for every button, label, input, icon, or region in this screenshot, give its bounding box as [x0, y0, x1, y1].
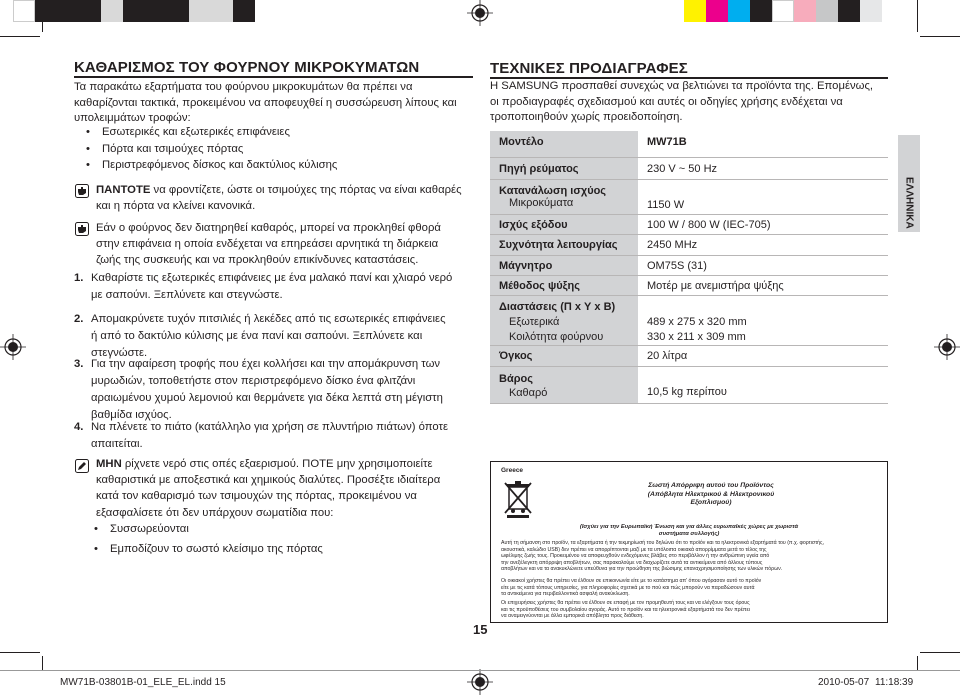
step-number: 2.	[74, 313, 84, 325]
list-item: • Συσσωρεύονται	[82, 519, 323, 539]
spec-sublabel: Μικροκύματα	[509, 196, 574, 209]
recycling-title-line: Εξοπλισμού)	[690, 499, 732, 506]
step-text: Για την αφαίρεση τροφής που έχει κολλήσει και την απομάκρυνση των	[91, 358, 441, 370]
note-text: να φροντίζετε, ώστε οι τσιμούχες της πόρτας να είναι καθαρές	[150, 184, 462, 196]
step-text: Απομακρύνετε τυχόν πιτσιλιές ή λεκέδες από τις εσωτερικές επιφάνειες	[91, 313, 446, 325]
crop-mark	[917, 656, 918, 670]
recycling-text: ακουστικά, καλώδιο USB) δεν πρέπει να απορρίπτονται μαζί με τα υπόλοιπα οικιακά απορρίμματα μετά το τέλος της	[501, 546, 767, 553]
spec-label: Όγκος	[490, 345, 638, 366]
color-swatch	[57, 0, 79, 22]
note-water	[96, 456, 476, 521]
recycling-text: ωφέλιμης ζωής τους. Προκειμένου να αποφευχθούν ενδεχόμενες βλάβες στο περιβάλλον ή την ανθρώπινη υγεία από	[501, 553, 770, 560]
table-row	[490, 179, 888, 214]
registration-mark-icon	[0, 334, 26, 360]
step-2	[74, 311, 474, 362]
crop-mark	[920, 652, 960, 653]
spec-sublabel: Εξωτερικά	[509, 315, 560, 328]
note-always	[96, 183, 476, 214]
spec-value: 1150 W	[638, 179, 888, 214]
specs-heading: ΤΕΧΝΙΚΕΣ ΠΡΟΔΙΑΓΡΑΦΕΣ	[490, 60, 688, 77]
pencil-note-icon	[75, 459, 89, 473]
table-row	[490, 275, 888, 295]
recycling-paragraph	[501, 540, 877, 573]
crop-mark	[0, 652, 40, 653]
color-swatch	[145, 0, 167, 22]
recycling-text: την ανεξέλεγκτη απόρριψη αποβλήτων, σας παρακαλούμε να διαχωρίζετε αυτά τα αντικείμενα από άλλους τύπους	[501, 559, 763, 566]
spec-table	[490, 131, 888, 404]
color-swatch	[123, 0, 145, 22]
note-bold: ΜΗΝ	[96, 458, 122, 470]
step-1	[74, 270, 474, 304]
crop-mark	[920, 36, 960, 37]
spec-value: 10,5 kg περίπου	[638, 366, 888, 403]
spec-label	[490, 295, 638, 345]
note-bold: ΠΑΝΤΟΤΕ	[96, 184, 151, 196]
step-number: 4.	[74, 421, 84, 433]
heading-rule	[74, 76, 473, 78]
right-color-bar	[684, 0, 882, 22]
recycling-text: Οι οικιακοί χρήστες θα πρέπει να έλθουν σε επικοινωνία είτε με το κατάστημα απ' όπου αγόρασαν αυτό το προϊόν	[501, 578, 762, 584]
spec-label-text: Διαστάσεις (Π x Υ x Β)	[499, 300, 616, 313]
step-3	[74, 356, 474, 424]
crop-mark	[917, 0, 918, 32]
recycling-text: Οι επιχειρήσεις χρήστες θα πρέπει να έλθουν σε επαφή με τον προμηθευτή τους και να ελέγξουν τους όρους	[501, 600, 750, 606]
spec-sublabel: Καθαρό	[509, 386, 548, 399]
color-swatch-light	[860, 0, 882, 22]
note-text: στην επιφάνεια η οποία ενδέχεται να επηρεάσει αρνητικά τη διάρκεια	[96, 238, 439, 250]
recycling-text: και τις προϋποθέσεις του συμβολαίου αγοράς. Αυτό το προϊόν και τα ηλεκτρονικά εξαρτήματά του δεν πρέπει	[501, 606, 750, 613]
table-row	[490, 131, 888, 157]
note-text: εξασφαλίσετε ότι δεν υπάρχουν σωματίδια που:	[96, 506, 334, 519]
intro-line: υπολειμμάτων τροφών:	[74, 112, 191, 125]
note-damage	[96, 220, 476, 268]
color-swatch-yellow	[684, 0, 706, 22]
list-item: • Περιστρεφόμενος δίσκος και δακτύλιος κύλισης	[74, 157, 337, 174]
table-row	[490, 295, 888, 345]
color-swatch	[211, 0, 233, 22]
recycling-subtitle	[501, 524, 877, 538]
color-swatch	[167, 0, 189, 22]
recycling-text: να αναμειγνύονται με άλλα εμπορικά απόβλητα προς διάθεση.	[501, 613, 644, 620]
spec-label: Μοντέλο	[490, 131, 638, 157]
recycling-paragraph	[501, 600, 877, 620]
note-text: ζωής της συσκευής και να προκληθούν επικίνδυνες καταστάσεις.	[96, 254, 419, 266]
table-row	[490, 234, 888, 255]
spec-value-text: 330 x 211 x 309 mm	[647, 330, 746, 343]
color-swatch-cyan	[728, 0, 750, 22]
color-swatch	[79, 0, 101, 22]
color-swatch	[189, 0, 211, 22]
spec-value: MW71B	[638, 131, 888, 157]
language-tab-label: ΕΛΛΗΝΙΚΑ	[903, 176, 915, 229]
recycling-text: Αυτή τη σήμανση στο προϊόν, τα εξαρτήματα ή την τεκμηρίωσή του δηλώνει ότι το προϊόν και τα ηλεκτρονικά εξαρτήματά του (π.χ. φορτιστής,	[501, 540, 824, 546]
hand-note-icon	[75, 222, 89, 236]
recycling-title	[571, 482, 851, 508]
spec-label	[490, 366, 638, 403]
table-row	[490, 345, 888, 366]
recycling-text: είτε με τις κατά τόπους υπηρεσίες, για πληροφορίες σχετικά με το πού και πώς μπορούν να παραδώσουν αυτά	[501, 584, 755, 591]
spec-value: 2450 MHz	[638, 234, 888, 255]
step-text: Να πλένετε το πιάτο (κατάλληλο για χρήση σε πλυντήριο πιάτων) όποτε	[91, 421, 449, 433]
step-number: 1.	[74, 272, 84, 284]
spec-value: 230 V ~ 50 Hz	[638, 157, 888, 179]
spec-value-text: 489 x 275 x 320 mm	[647, 315, 747, 328]
spec-value: 100 W / 800 W (IEC-705)	[638, 214, 888, 234]
cleaning-intro	[74, 80, 474, 127]
step-text: στεγνώστε.	[91, 347, 148, 359]
recycling-subtitle-line: (Ισχύει για την Ευρωπαϊκή Ένωση και για άλλες ευρωπαϊκές χώρες με χωριστά	[579, 524, 799, 530]
crop-mark	[42, 656, 43, 670]
spec-value	[638, 295, 888, 345]
spec-label: Μάγνητρο	[490, 255, 638, 275]
footer-date: 2010-05-07	[818, 677, 870, 688]
particle-list	[82, 519, 323, 559]
intro-line: Η SAMSUNG προσπαθεί συνεχώς να βελτιώνει τα προϊόντα της. Επομένως,	[490, 80, 874, 92]
table-row	[490, 366, 888, 403]
color-swatch	[13, 0, 35, 22]
spec-label-text: Κατανάλωση ισχύος	[499, 184, 607, 197]
spec-label: Ισχύς εξόδου	[490, 214, 638, 234]
left-color-bar	[13, 0, 255, 22]
language-tab	[898, 135, 920, 232]
recycling-subtitle-line: συστήματα συλλογής)	[658, 531, 720, 537]
country-label: Greece	[501, 467, 524, 474]
color-swatch-pink	[794, 0, 816, 22]
list-item: • Εσωτερικές και εξωτερικές επιφάνειες	[74, 124, 337, 141]
color-swatch-black	[750, 0, 772, 22]
step-number: 3.	[74, 358, 84, 370]
step-text: απαιτείται.	[91, 438, 143, 450]
step-4	[74, 419, 474, 453]
table-row	[490, 255, 888, 275]
spec-sublabel: Κοιλότητα φούρνου	[509, 330, 604, 343]
note-text: κατά τον καθαρισμό των τσιμουχών της πόρτας, προκειμένου να	[96, 490, 417, 503]
step-text: Καθαρίστε τις εξωτερικές επιφάνειες με ένα μαλακό πανί και χλιαρό νερό	[91, 272, 453, 284]
intro-line: οι προδιαγραφές σχεδιασμού και αυτές οι οδηγίες χρήσης ενδέχεται να	[490, 95, 843, 108]
crop-mark	[42, 0, 43, 32]
spec-label: Μέθοδος ψύξης	[490, 275, 638, 295]
table-row	[490, 157, 888, 179]
parts-list	[74, 124, 337, 174]
step-text: αραιωμένου χυμού λεμονιού και θερμάνετε για δέκα λεπτά στη μέγιστη	[91, 392, 443, 404]
color-swatch	[35, 0, 57, 22]
crossed-bin-icon	[501, 479, 535, 519]
spec-label: Πηγή ρεύματος	[490, 157, 638, 179]
spec-label	[490, 179, 638, 214]
note-text: καθαριστικά με αποξεστικά και χημικούς διαλύτες. Προσέξτε ιδιαίτερα	[96, 474, 441, 487]
spec-value: Μοτέρ με ανεμιστήρα ψύξης	[638, 275, 888, 295]
color-swatch-black	[838, 0, 860, 22]
color-swatch-magenta	[706, 0, 728, 22]
note-text: ρίχνετε νερό στις οπές εξαερισμού. ΠΟΤΕ μην χρησιμοποιείτε	[121, 458, 433, 470]
hand-note-icon	[75, 184, 89, 198]
recycling-notice	[490, 461, 888, 623]
registration-mark-icon	[467, 0, 493, 26]
list-item: • Εμποδίζουν το σωστό κλείσιμο της πόρτας	[82, 539, 323, 559]
color-swatch-white	[772, 0, 794, 22]
footer-divider	[0, 670, 960, 671]
spec-label: Συχνότητα λειτουργίας	[490, 234, 638, 255]
footer-filename: MW71B-03801B-01_ELE_EL.indd 15	[60, 677, 226, 688]
list-item: • Πόρτα και τσιμούχες πόρτας	[74, 141, 337, 158]
specs-intro	[490, 79, 890, 126]
intro-line: τροποποιηθούν χωρίς προειδοποίηση.	[490, 111, 683, 124]
recycling-title-line: (Απόβλητα Ηλεκτρικού & Ηλεκτρονικού	[647, 490, 775, 498]
registration-mark-icon	[467, 669, 493, 695]
footer-time: 11:18:39	[875, 677, 914, 688]
table-row	[490, 214, 888, 234]
page-number: 15	[473, 622, 488, 637]
step-text: με σαπούνι. Ξεπλύνετε και στεγνώστε.	[91, 289, 283, 301]
step-text: μυρωδιών, τοποθετήστε στον περιστρεφόμενο δίσκο ένα φλιτζάνι	[91, 375, 416, 387]
spec-value: OM75S (31)	[638, 255, 888, 275]
color-swatch	[233, 0, 255, 22]
note-text: Εάν ο φούρνος δεν διατηρηθεί καθαρός, μπορεί να προκληθεί φθορά	[96, 222, 441, 234]
recycling-paragraph	[501, 578, 877, 598]
intro-line: Τα παρακάτω εξαρτήματα του φούρνου μικροκυμάτων θα πρέπει να	[74, 81, 413, 93]
recycling-title-line: Σωστή Απόρριψη αυτού του Προϊόντος	[648, 482, 774, 489]
step-text: ή από το δακτύλιο κύλισης με ένα πανί και σαπούνι. Ξεπλύνετε και	[91, 330, 423, 342]
color-swatch-grey	[816, 0, 838, 22]
step-text: βαθμίδα ισχύος.	[91, 409, 172, 421]
recycling-text: τα αντικείμενα για περιβαλλοντικά ασφαλή ανακύκλωση.	[501, 591, 630, 598]
spec-value: 20 λίτρα	[638, 345, 888, 366]
crop-mark	[0, 36, 40, 37]
registration-mark-icon	[934, 334, 960, 360]
note-text: και η πόρτα να κλείνει κανονικά.	[96, 199, 256, 212]
spec-label-text: Βάρος	[499, 372, 533, 385]
recycling-text: αποβλήτων και να τα ανακυκλώνετε υπεύθυνα για την προώθηση της βιώσιμης επαναχρησιμοποίησης των υλικών πόρων.	[501, 566, 783, 573]
cleaning-heading: ΚΑΘΑΡΙΣΜΟΣ ΤΟΥ ΦΟΥΡΝΟΥ ΜΙΚΡΟΚΥΜΑΤΩΝ	[74, 59, 420, 76]
intro-line: καθαρίζονται τακτικά, προκειμένου να αποφευχθεί η συσσώρευση λίπους και	[74, 96, 457, 109]
color-swatch	[101, 0, 123, 22]
